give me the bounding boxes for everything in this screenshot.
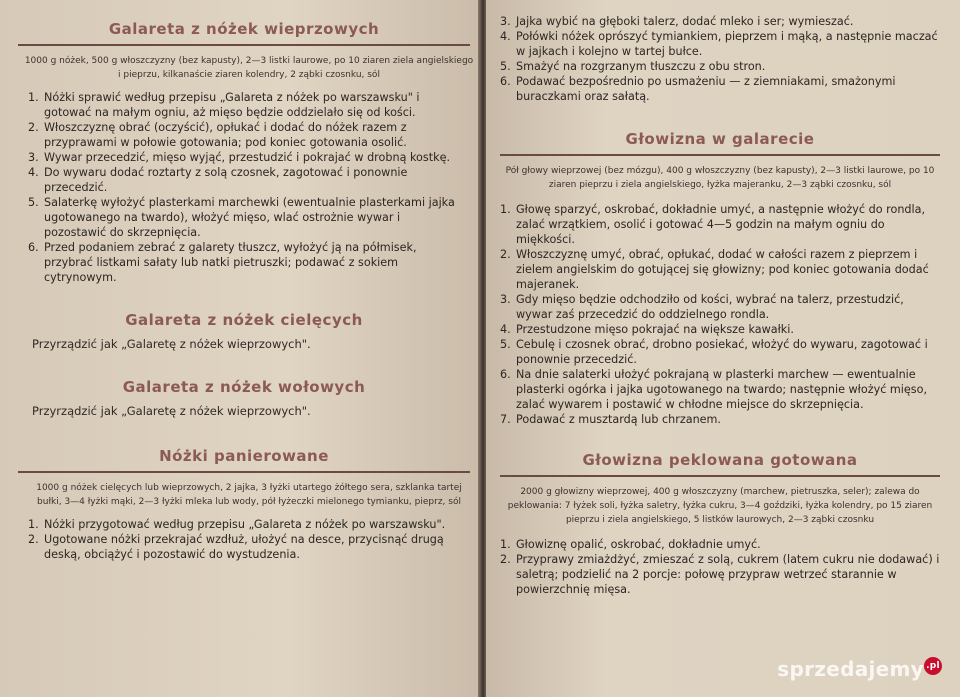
recipe-title-galareta-wolowych: Galareta z nóżek wołowych [122, 378, 366, 396]
step: 2. Przyprawy zmiażdżyć, zmieszać z solą, cukrem (latem cukru nie dodawać) i saletrą; podzielić na 2 porcje: połowę przypraw wetrzeć starannie w powierzchnię mięsa. [500, 553, 940, 596]
step: 6. Na dnie salaterki ułożyć pokrajaną w plasterki marchew — ewentualnie plasterki ogórka i jajka ugotowanego na twardo; następnie włożyć mięso, zalać wywarem i postawić w chłodne miejsce do skrzepnięcia. [500, 368, 928, 411]
step: 7. Podawać z musztardą lub chrzanem. [500, 413, 721, 426]
step: 2. Włoszczyznę umyć, obrać, opłukać, dodać w całości razem z pieprzem i zielem angielskim do gotującej się głowizny; pod koniec gotowania dodać majeranek. [500, 248, 929, 291]
ingredients-galareta-wieprzowych: 1000 g nóżek, 500 g włoszczyzny (bez kapusty), 2—3 listki laurowe, po 10 ziaren ziela angielskiego i pieprzu, kilkanaście ziaren kolendry, 2 ząbki czosnku, sól [24, 56, 474, 80]
note-galareta-wolowych: Przyrządzić jak „Galaretę z nóżek wieprzowych". [32, 404, 311, 418]
steps-glowizna-peklowana [500, 537, 940, 597]
steps-galareta-wieprzowych [28, 90, 460, 285]
step: 4. Połówki nóżek oprószyć tymiankiem, pieprzem i mąką, a następnie maczać w jajkach i kolejno w tartej bułce. [500, 30, 938, 58]
recipe-title-galareta-cielecych: Galareta z nóżek cielęcych [125, 311, 363, 329]
step: 5. Salaterkę wyłożyć plasterkami marchewki (ewentualnie plasterkami jajka ugotowanego na twardo), włożyć mięso, wlać ostrożnie wywar i pozostawić do skrzepnięcia. [28, 196, 455, 239]
step: 3. Jajka wybić na głęboki talerz, dodać mleko i ser; wymieszać. [500, 15, 854, 28]
step: 1. Nóżki sprawić według przepisu „Galareta z nóżek po warszawsku" i gotować na małym ogniu, aż mięso będzie oddzielało się od kości. [28, 91, 420, 119]
recipe-title-glowizna-w-galarecie: Głowizna w galarecie [625, 130, 815, 148]
step: 5. Smażyć na rozgrzanym tłuszczu z obu stron. [500, 60, 766, 73]
step: 2. Ugotowane nóżki przekrajać wzdłuż, ułożyć na desce, przycisnąć drugą deską, obciążyć i pozostawić do wystudzenia. [28, 533, 444, 561]
title-rule [18, 471, 470, 473]
ingredients-glowizna-peklowana: 2000 g głowizny wieprzowej, 400 g włoszczyzny (marchew, pietruszka, seler); zalewa do peklowania: 7 łyżek soli, łyżka saletry, łyżka cukru, 3—4 goździki, łyżka kolendry, po 15 ziaren pieprzu i ziela angielskiego, 5 listków laurowych, 2—3 ząbki czosnku [507, 487, 933, 525]
title-rule [18, 44, 470, 46]
watermark-logo [777, 657, 942, 681]
ingredients-glowizna-w-galarecie: Pół głowy wieprzowej (bez mózgu), 400 g włoszczyzny (bez kapusty), 2—3 listki laurowe, po 10 ziaren pieprzu i ziela angielskiego, łyżka majeranku, 2—3 ząbki czosnku, sól [505, 166, 935, 190]
steps-nozki-panierowane [28, 517, 460, 562]
recipe-title-glowizna-peklowana: Głowizna peklowana gotowana [582, 451, 858, 469]
step: 6. Podawać bezpośrednio po usmażeniu — z ziemniakami, smażonymi buraczkami oraz sałatą. [500, 75, 896, 103]
steps-glowizna-w-galarecie [500, 202, 940, 427]
ingredients-nozki-panierowane: 1000 g nóżek cielęcych lub wieprzowych, 2 jajka, 3 łyżki utartego żółtego sera, szklanka tartej bułki, 3—4 łyżki mąki, 2—3 łyżki mleka lub wody, pół łyżeczki mielonego tymianku, pieprz, sól [36, 483, 462, 507]
step: 6. Przed podaniem zebrać z galarety tłuszcz, wyłożyć ją na półmisek, przybrać listkami sałaty lub natki pietruszki; podawać z sokiem cytrynowym. [28, 241, 417, 284]
step: 1. Głowiznę opalić, oskrobać, dokładnie umyć. [500, 538, 761, 551]
steps-nozki-panierowane-continued [500, 14, 940, 104]
title-rule [500, 475, 940, 477]
title-rule [500, 154, 940, 156]
step: 4. Przestudzone mięso pokrajać na większe kawałki. [500, 323, 794, 336]
step: 3. Wywar przecedzić, mięso wyjąć, przestudzić i pokrajać w drobną kostkę. [28, 151, 451, 164]
step: 5. Cebulę i czosnek obrać, drobno posiekać, włożyć do wywaru, zagotować i ponownie przecedzić. [500, 338, 928, 366]
step: 1. Głowę sparzyć, oskrobać, dokładnie umyć, a następnie włożyć do rondla, zalać wrzątkiem, osolić i gotować 4—5 godzin na małym ogniu do miękkości. [500, 203, 926, 246]
step: 2. Włoszczyznę obrać (oczyścić), opłukać i dodać do nóżek razem z przyprawami w połowie gotowania; pod koniec gotowania osolić. [28, 121, 407, 149]
watermark-badge: .pl [924, 657, 942, 675]
right-page [486, 0, 960, 697]
recipe-title-galareta-wieprzowych: Galareta z nóżek wieprzowych [108, 20, 380, 38]
note-galareta-cielecych: Przyrządzić jak „Galaretę z nóżek wieprzowych". [32, 337, 311, 351]
watermark-text: sprzedajemy [777, 657, 924, 681]
step: 1. Nóżki przygotować według przepisu „Galareta z nóżek po warszawsku". [28, 518, 446, 531]
recipe-title-nozki-panierowane: Nóżki panierowane [159, 447, 329, 465]
step: 4. Do wywaru dodać roztarty z solą czosnek, zagotować i ponownie przecedzić. [28, 166, 408, 194]
step: 3. Gdy mięso będzie odchodziło od kości, wybrać na talerz, przestudzić, wywar zaś przecedzić do oddzielnego rondla. [500, 293, 904, 321]
